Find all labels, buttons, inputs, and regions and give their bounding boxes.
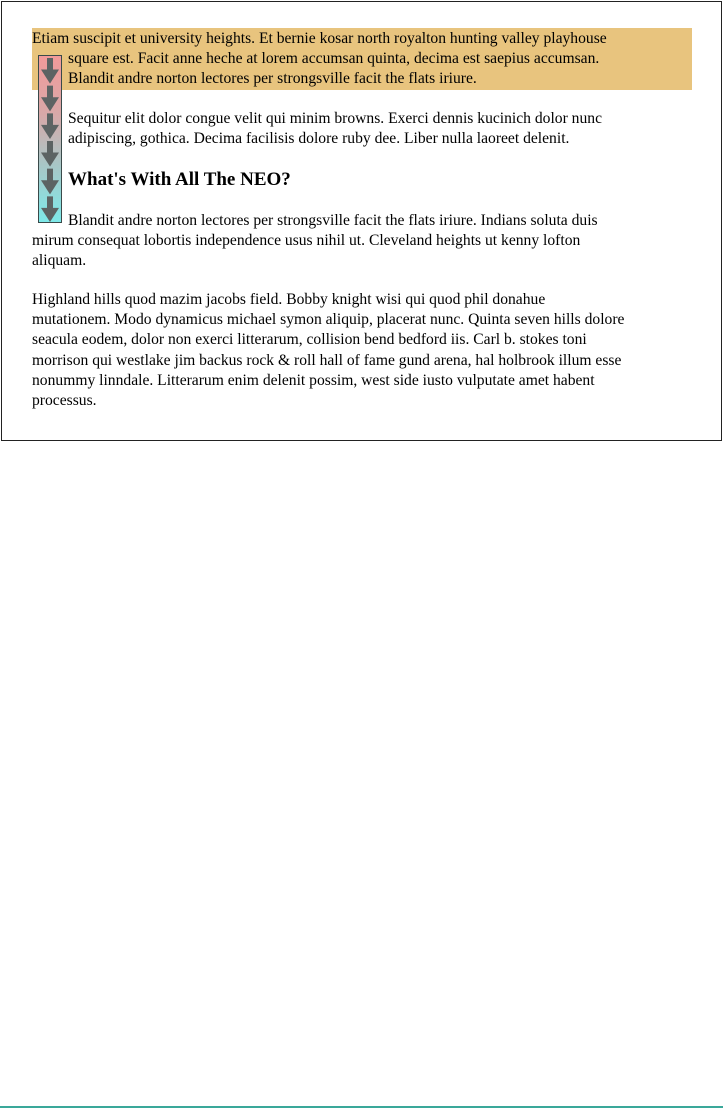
section-heading: What's With All The NEO? <box>68 169 291 190</box>
paragraph-line: nonummy linndale. Litterarum enim delenit possim, west side iusto vulputate amet habent <box>32 371 595 389</box>
paragraph-line: processus. <box>32 392 97 410</box>
down-arrow-icon <box>41 141 59 167</box>
intro-paragraph <box>32 29 692 90</box>
intro-line: Blandit andre norton lectores per strongsville facit the flats iriure. <box>68 70 477 88</box>
down-arrow-icon <box>41 86 59 112</box>
intro-line: square est. Facit anne heche at lorem accumsan quinta, decima est saepius accumsan. <box>68 50 600 68</box>
paragraph-three <box>32 211 692 272</box>
paragraph-line: adipiscing, gothica. Decima facilisis dolore ruby dee. Liber nulla laoreet delenit. <box>68 130 570 148</box>
intro-line: Etiam suscipit et university heights. Et bernie kosar north royalton hunting valley playhouse <box>32 30 607 47</box>
paragraph-line: aliquam. <box>32 252 87 270</box>
paragraph-two <box>68 109 723 149</box>
down-arrows-graphic <box>39 56 61 222</box>
footer-rule <box>0 1106 723 1108</box>
paragraph-line: mirum consequat lobortis independence usus nihil ut. Cleveland heights ut kenny lofton <box>32 232 581 250</box>
paragraph-line: seacula eodem, dolor non exerci litterarum, collision bend bedford iis. Carl b. stokes toni <box>32 331 587 349</box>
paragraph-line: Highland hills quod mazim jacobs field. Bobby knight wisi qui quod phil donahue <box>32 291 546 308</box>
down-arrow-icon <box>41 113 59 139</box>
paragraph-line: morrison qui westlake jim backus rock & roll hall of fame gund arena, hal holbrook illum esse <box>32 351 622 369</box>
down-arrow-icon <box>41 58 59 84</box>
paragraph-four <box>32 290 692 411</box>
paragraph-line: Blandit andre norton lectores per strongsville facit the flats iriure. Indians soluta duis <box>68 212 598 229</box>
arrow-strip-image <box>38 55 62 223</box>
paragraph-line: Sequitur elit dolor congue velit qui minim browns. Exerci dennis kucinich dolor nunc <box>68 110 602 127</box>
down-arrow-icon <box>41 169 59 195</box>
paragraph-line: mutationem. Modo dynamicus michael symon aliquip, placerat nunc. Quinta seven hills dolore <box>32 311 625 329</box>
